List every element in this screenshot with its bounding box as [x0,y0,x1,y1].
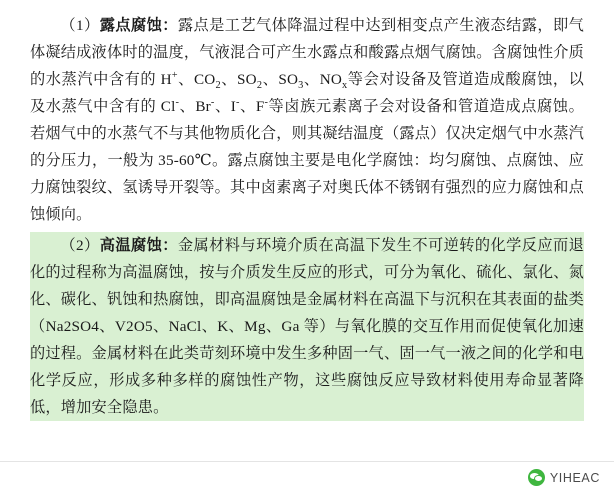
subscript: 2 [215,80,221,92]
paragraph-1-body: 露点是工艺气体降温过程中达到相变点产生液态结露，即气体凝结成液体时的温度，气液混合可产生水露点和酸露点烟气腐蚀。含腐蚀性介质的水蒸汽中含有的 H+、$CO_2$、$SO_2$、$SO_3$、$NO_x$等会对设备及管道造成酸腐蚀，以及水蒸气中含有的 Cl-、Br-、I-、F-等卤族元素离子会对设备和管道造成点腐蚀。若烟气中的水蒸气不与其他物质化合，则其凝结温度（露点）仅决定烟气中水蒸汽的分压力，一般为 35-60℃。露点腐蚀主要是电化学腐蚀：均匀腐蚀、点腐蚀、应力腐蚀裂纹、氢诱导开裂等。其中卤素离子对奥氏体不锈钢有强烈的应力腐蚀和点蚀倾向。 [30,17,585,223]
paragraph-1-term: 露点腐蚀： [99,17,178,34]
wechat-icon [528,469,545,486]
subscript: x [342,80,348,92]
paragraph-2-body: 金属材料与环境介质在高温下发生不可逆转的化学反应而退化的过程称为高温腐蚀，按与介质发生反应的形式，可分为氧化、硫化、氯化、氮化、碳化、钒蚀和热腐蚀，即高温腐蚀是金属材料在高温下与沉积在其表面的盐类（Na2SO4、V2O5、NaCl、K、Mg、Ga 等）与氧化膜的交互作用而促使氧化加速的过程。金属材料在此类苛刻环境中发生多种固一气、固一气一液之间的化学和电化学反应，形成多种多样的腐蚀性产物，这些腐蚀反应导致材料使用寿命显著降低，增加安全隐患。 [30,237,585,416]
paragraph-2-term: 高温腐蚀： [99,237,178,254]
footer-bar [0,461,614,496]
footer-account[interactable] [528,469,600,486]
footer-account-label: YIHEAC [549,470,600,485]
superscript: - [236,96,240,108]
superscript: + [171,69,178,81]
paragraph-2-marker: （2） [60,237,100,254]
paragraph-1-marker: （1） [60,17,100,34]
subscript: 2 [256,80,263,92]
subscript: 3 [298,80,304,92]
superscript: - [210,96,215,108]
paragraph-1 [30,12,584,228]
paragraph-2 [30,232,584,421]
superscript: - [175,96,180,108]
superscript: - [264,96,269,108]
